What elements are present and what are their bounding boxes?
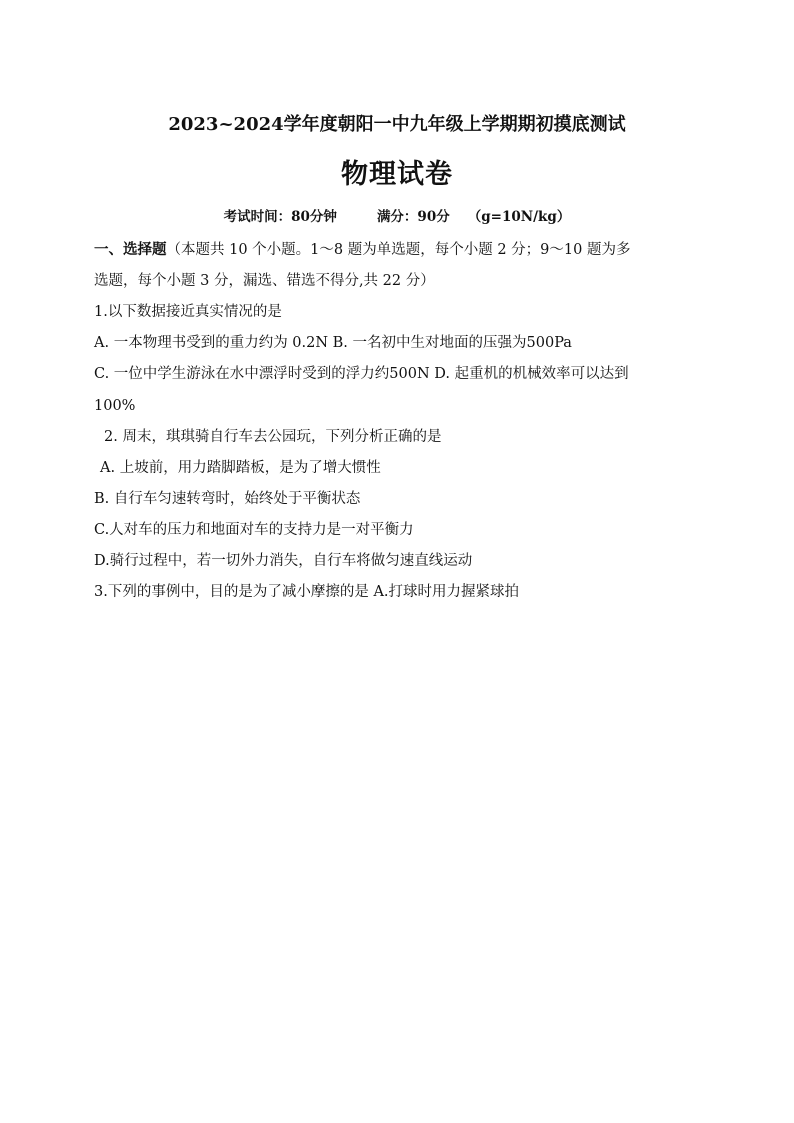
exam-info xyxy=(0,207,794,227)
question-3-stem: 3.下列的事例中，目的是为了减小摩擦的是 A.打球时用力握紧球拍 xyxy=(94,584,520,600)
section-instructions xyxy=(94,240,630,260)
exam-score: 满分：90分 xyxy=(376,209,450,225)
gravity-constant: （g=10N/kg） xyxy=(467,209,571,225)
exam-subtitle: 物理试卷 xyxy=(341,159,453,190)
section-instructions-cont: 选题，每个小题 3 分，漏选、错选不得分,共 22 分） xyxy=(94,273,435,289)
question-2-option-c: C.人对车的压力和地面对车的支持力是一对平衡力 xyxy=(94,522,414,538)
exam-time: 考试时间：80分钟 xyxy=(223,209,337,225)
section-instructions-text: （本题共 10 个小题。1～8 题为单选题，每个小题 2 分；9～10 题为多 xyxy=(166,242,631,258)
question-2-option-b: B. 自行车匀速转弯时，始终处于平衡状态 xyxy=(94,491,361,507)
question-1-options-cd-cont: 100% xyxy=(94,398,136,414)
question-1-stem: 1.以下数据接近真实情况的是 xyxy=(94,304,282,320)
section-heading: 一、选择题 xyxy=(94,241,167,258)
exam-title: 2023~2024学年度朝阳一中九年级上学期期初摸底测试 xyxy=(168,114,626,135)
question-2-option-d: D.骑行过程中，若一切外力消失，自行车将做匀速直线运动 xyxy=(94,553,473,569)
question-2-option-a: A. 上坡前，用力踏脚踏板，是为了增大惯性 xyxy=(100,460,381,476)
question-1-options-cd: C. 一位中学生游泳在水中漂浮时受到的浮力约500N D. 起重机的机械效率可以达到 xyxy=(94,366,629,382)
question-2-stem: 2. 周末，琪琪骑自行车去公园玩，下列分析正确的是 xyxy=(104,429,442,445)
question-1-options-ab: A. 一本物理书受到的重力约为 0.2N B. 一名初中生对地面的压强为500Pa xyxy=(94,335,572,351)
